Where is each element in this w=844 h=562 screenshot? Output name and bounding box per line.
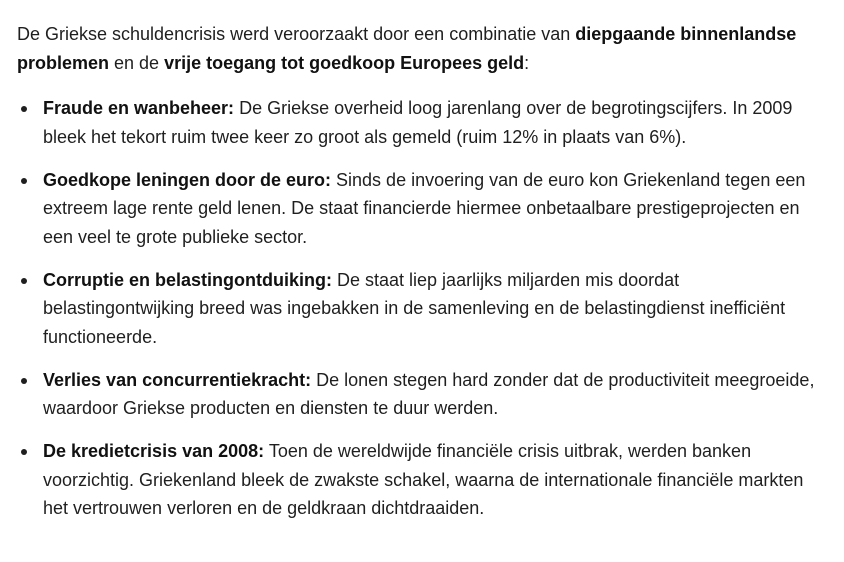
intro-bold-1: diepgaande binnenlandse problemen xyxy=(17,24,797,73)
list-item-title: De kredietcrisis van 2008: xyxy=(43,441,265,461)
list-item xyxy=(17,166,817,252)
bullet-icon xyxy=(21,449,27,455)
intro-bold-2: vrije toegang tot goedkoop Europees geld xyxy=(164,52,525,73)
bullet-icon xyxy=(21,106,27,112)
list-item xyxy=(17,266,817,352)
cause-list xyxy=(17,94,817,523)
intro-text-before: De Griekse schuldencrisis werd veroorzaakt door een combinatie van xyxy=(17,24,576,44)
bullet-icon xyxy=(21,178,27,184)
list-item xyxy=(17,437,817,523)
list-item-text: Sinds de invoering van de euro kon Griekenland tegen een extreem lage rente geld lenen. De staat financierde hiermee onbetaalbare prestigeprojecten en een veel te grote publieke sector. xyxy=(43,169,806,247)
response-content xyxy=(17,20,817,537)
list-item xyxy=(17,366,817,423)
intro-paragraph xyxy=(17,20,817,77)
bullet-icon xyxy=(21,378,27,384)
list-item-text: De Griekse overheid loog jarenlang over de begrotingscijfers. In 2009 bleek het tekort ruim twee keer zo groot als gemeld (ruim 12% in plaats van 6%). xyxy=(43,98,793,147)
list-item-text: Toen de wereldwijde financiële crisis uitbrak, werden banken voorzichtig. Griekenland bleek de zwakste schakel, waarna de internationale financiële markten het vertrouwen verloren en de geldkraan dichtdraaiden. xyxy=(43,441,804,518)
list-item-title: Corruptie en belastingontduiking: xyxy=(43,269,332,290)
intro-text-after: : xyxy=(524,52,530,73)
list-item-text: De staat liep jaarlijks miljarden mis doordat belastingontwijking breed was ingebakken in de samenleving en de belastingdienst inefficiënt functioneerde. xyxy=(43,269,786,347)
list-item-title: Goedkope leningen door de euro: xyxy=(43,169,332,190)
bullet-icon xyxy=(21,278,27,284)
list-item-title: Fraude en wanbeheer: xyxy=(43,98,235,118)
intro-text-middle: en de xyxy=(109,52,165,73)
list-item xyxy=(17,94,817,151)
list-item-text: De lonen stegen hard zonder dat de productiviteit meegroeide, waardoor Griekse producten en diensten te duur werden. xyxy=(43,369,815,418)
list-item-title: Verlies van concurrentiekracht: xyxy=(43,369,312,390)
